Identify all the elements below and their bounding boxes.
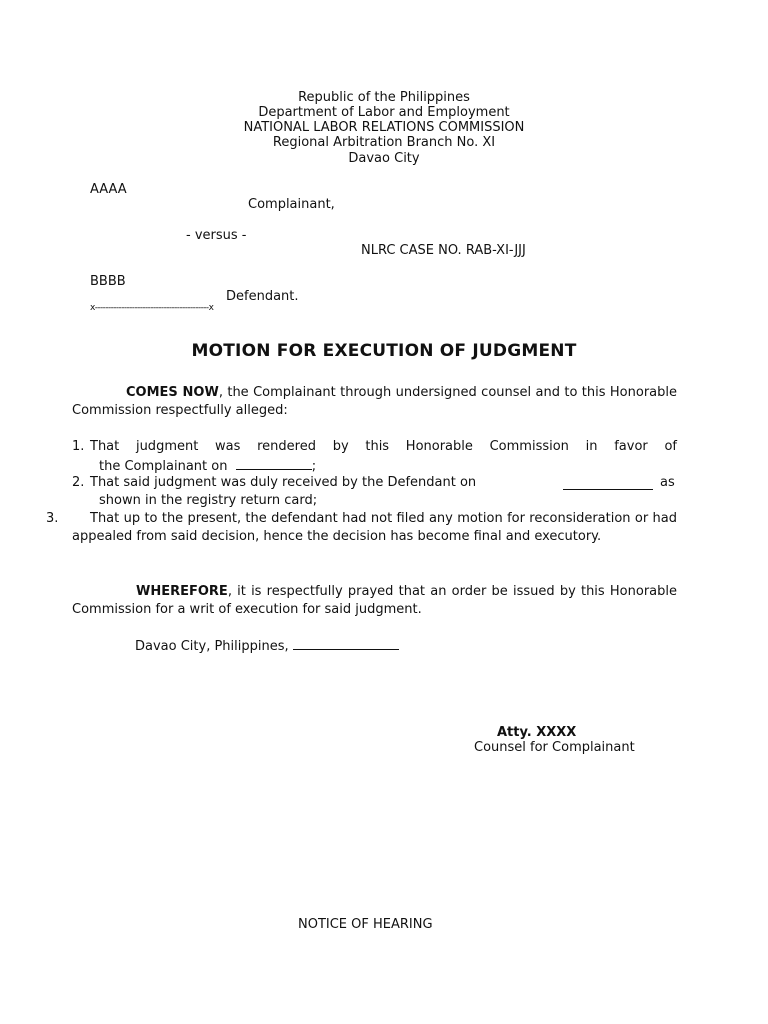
item-3-number: 3.: [46, 511, 59, 526]
prayer-paragraph: [72, 583, 677, 619]
header-branch: Regional Arbitration Branch No. XI: [272, 135, 496, 150]
item-1-text: That judgment was rendered by this Honorable Commission in favor of: [90, 439, 677, 454]
versus-text: - versus -: [186, 228, 247, 243]
document-title: MOTION FOR EXECUTION OF JUDGMENT: [191, 341, 577, 361]
complainant-name: AAAA: [90, 182, 127, 197]
item-2-number: 2.: [72, 475, 85, 490]
header-republic: Republic of the Philippines: [298, 90, 470, 105]
signature-name: Atty. XXXX: [497, 725, 577, 740]
item-3-text: That up to the present, the defendant had not filed any motion for reconsideration or had appealed from said decision, hence the decision has become final and executory.: [72, 511, 677, 544]
item-1-cont-end: ;: [311, 459, 317, 474]
intro-bold: COMES NOW: [126, 385, 219, 400]
date-blank: [236, 457, 312, 470]
item-2-text-end: as: [660, 475, 675, 490]
received-date-blank: [563, 477, 653, 490]
item-1-cont-text: the Complainant on: [99, 459, 228, 474]
signature-role: Counsel for Complainant: [474, 740, 635, 755]
complainant-label: Complainant,: [248, 197, 335, 212]
item-2-text: That said judgment was duly received by the Defendant on: [90, 475, 477, 490]
notice-of-hearing: NOTICE OF HEARING: [298, 917, 433, 932]
defendant-label: Defendant.: [226, 289, 299, 304]
caption-separator: x-------------------------------------------x: [90, 303, 214, 313]
prayer-text: , it is respectfully prayed that an order be issued by this Honorable Commission for a writ of execution for said judgment.: [72, 584, 677, 617]
item-1-number: 1.: [72, 439, 85, 454]
defendant-name: BBBB: [90, 274, 126, 289]
prayer-bold: WHEREFORE: [136, 584, 228, 599]
signing-date-blank: [293, 637, 399, 650]
place-date-text: Davao City, Philippines,: [135, 639, 289, 654]
header-city: Davao City: [348, 151, 420, 166]
item-1-continuation: [99, 457, 316, 474]
intro-paragraph: [72, 384, 677, 420]
place-date: [135, 637, 399, 654]
header-commission: NATIONAL LABOR RELATIONS COMMISSION: [243, 120, 525, 135]
intro-text: , the Complainant through undersigned counsel and to this Honorable Commission respectfully alleged:: [72, 385, 677, 418]
case-number: NLRC CASE NO. RAB-XI-JJJ: [361, 243, 526, 258]
header-department: Department of Labor and Employment: [258, 105, 510, 120]
item-2-continuation: shown in the registry return card;: [99, 493, 318, 508]
